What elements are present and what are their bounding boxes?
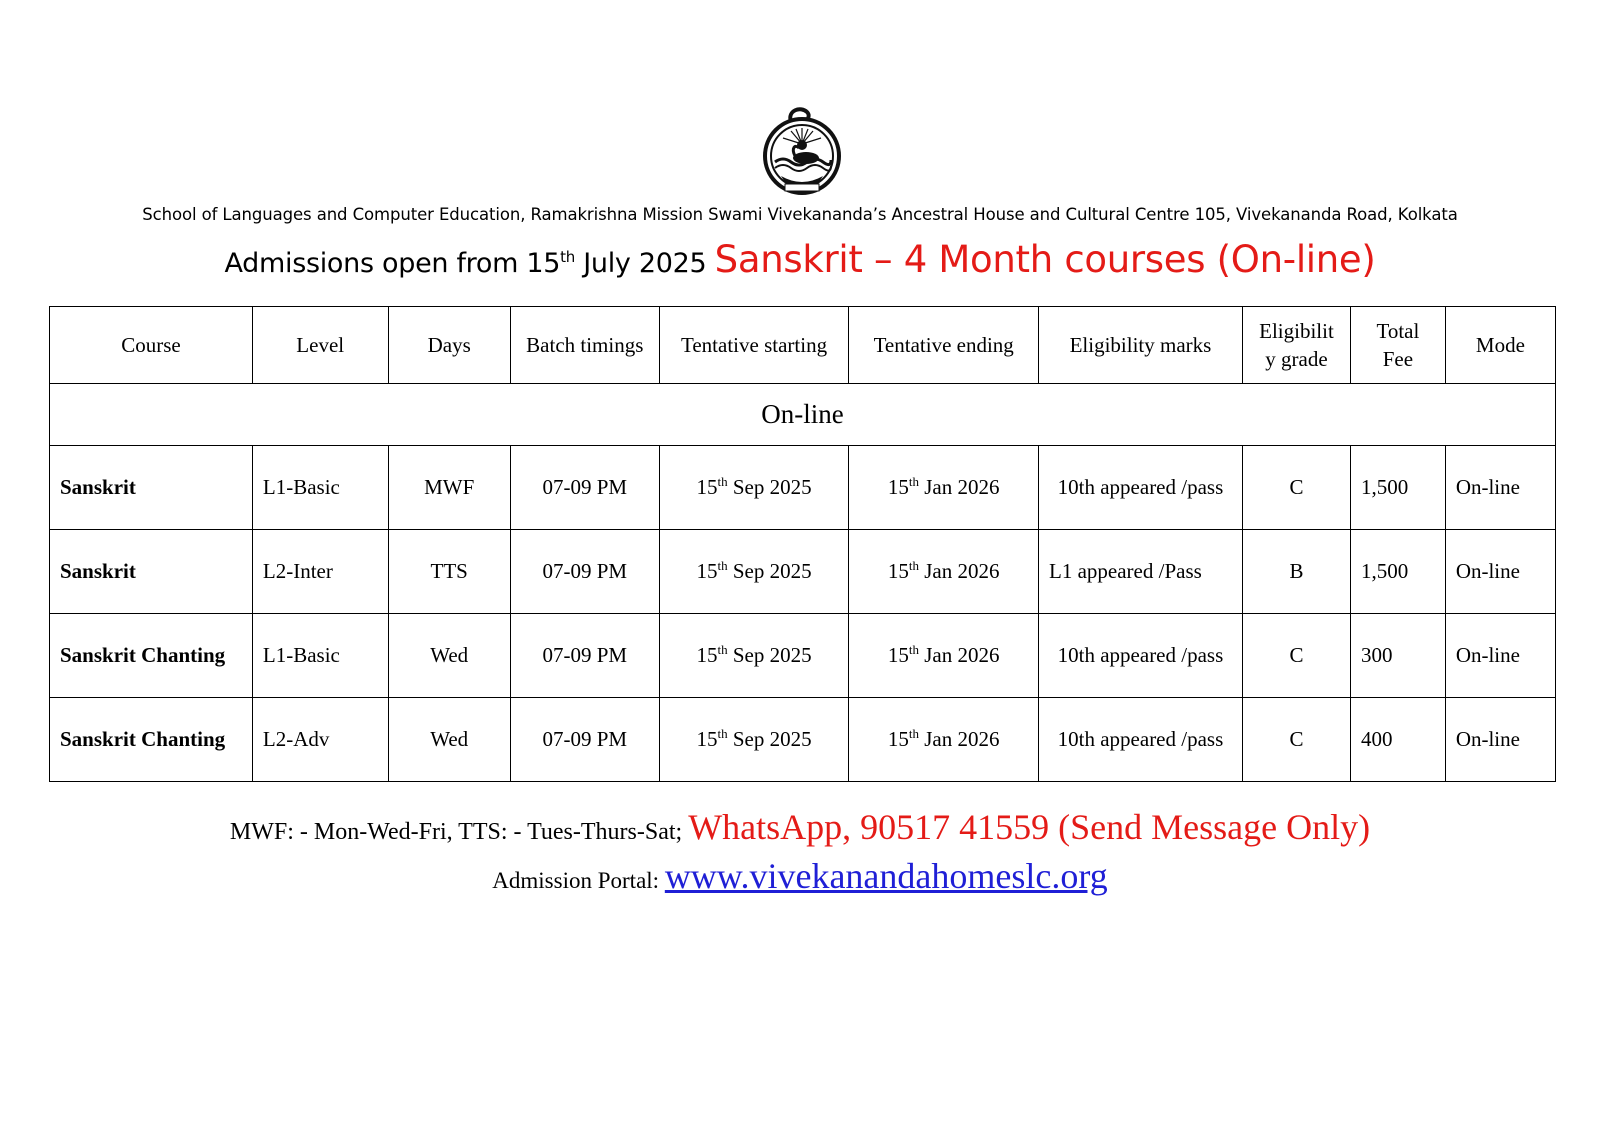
start-day: 15 <box>696 727 718 751</box>
start-date-cell <box>659 614 849 698</box>
course-title: Sanskrit – 4 Month courses (On-line) <box>714 238 1376 281</box>
end-date-cell <box>849 614 1039 698</box>
fee-cell: 1,500 <box>1351 446 1446 530</box>
mode-cell: On-line <box>1445 530 1555 614</box>
grade-cell: C <box>1242 446 1350 530</box>
end-date-cell <box>849 698 1039 782</box>
start-date-cell <box>659 698 849 782</box>
end-rest: Jan 2026 <box>918 559 1000 583</box>
grade-cell: C <box>1242 614 1350 698</box>
end-rest: Jan 2026 <box>918 727 1000 751</box>
mode-cell: On-line <box>1445 614 1555 698</box>
admissions-suffix: July 2025 <box>574 248 715 279</box>
days-cell: MWF <box>388 446 510 530</box>
start-sup: th <box>717 558 728 573</box>
end-day: 15 <box>887 727 909 751</box>
end-rest: Jan 2026 <box>918 643 1000 667</box>
start-sup: th <box>717 726 728 741</box>
end-rest: Jan 2026 <box>918 475 1000 499</box>
level-cell: L1-Basic <box>252 614 388 698</box>
level-cell: L2-Inter <box>252 530 388 614</box>
admissions-sup: th <box>560 248 575 266</box>
column-header-tentative-ending: Tentative ending <box>849 307 1039 384</box>
column-header-course: Course <box>50 307 253 384</box>
start-date-cell <box>659 446 849 530</box>
batch-cell: 07-09 PM <box>510 530 659 614</box>
table-row <box>50 530 1556 614</box>
start-sup: th <box>717 474 728 489</box>
fee-cell: 400 <box>1351 698 1446 782</box>
mode-cell: On-line <box>1445 446 1555 530</box>
level-cell: L1-Basic <box>252 446 388 530</box>
column-header-mode: Mode <box>1445 307 1555 384</box>
end-sup: th <box>908 474 919 489</box>
level-cell: L2-Adv <box>252 698 388 782</box>
end-sup: th <box>908 726 919 741</box>
end-day: 15 <box>887 475 909 499</box>
course-cell: Sanskrit <box>50 446 253 530</box>
days-legend: MWF: - Mon-Wed-Fri, TTS: - Tues-Thurs-Sat; <box>229 819 689 845</box>
days-cell: Wed <box>388 614 510 698</box>
table-row <box>50 446 1556 530</box>
course-cell: Sanskrit Chanting <box>50 698 253 782</box>
eligibility-marks-cell: 10th appeared /pass <box>1039 698 1243 782</box>
start-day: 15 <box>696 475 718 499</box>
end-sup: th <box>908 642 919 657</box>
start-sup: th <box>717 642 728 657</box>
eligibility-marks-cell: 10th appeared /pass <box>1039 446 1243 530</box>
mission-emblem-logo <box>761 106 843 198</box>
end-date-cell <box>849 530 1039 614</box>
batch-cell: 07-09 PM <box>510 698 659 782</box>
start-rest: Sep 2025 <box>727 727 812 751</box>
start-day: 15 <box>696 643 718 667</box>
footer-portal-line <box>0 855 1600 897</box>
section-row <box>50 384 1556 446</box>
column-header-level: Level <box>252 307 388 384</box>
course-cell: Sanskrit <box>50 530 253 614</box>
emblem-icon <box>761 106 843 198</box>
start-rest: Sep 2025 <box>727 475 812 499</box>
column-header-eligibility-grade: Eligibilit y grade <box>1242 307 1350 384</box>
start-rest: Sep 2025 <box>727 559 812 583</box>
column-header-days: Days <box>388 307 510 384</box>
start-date-cell <box>659 530 849 614</box>
days-cell: Wed <box>388 698 510 782</box>
admissions-open-text <box>224 248 714 279</box>
admissions-prefix: Admissions open from 15 <box>224 248 561 279</box>
portal-label: Admission Portal: <box>492 868 665 893</box>
column-header-batch-timings: Batch timings <box>510 307 659 384</box>
whatsapp-contact[interactable]: WhatsApp, 90517 41559 (Send Message Only) <box>688 807 1371 847</box>
section-label-online: On-line <box>50 384 1556 446</box>
mode-cell: On-line <box>1445 698 1555 782</box>
course-schedule-table <box>49 306 1556 782</box>
admissions-headline <box>0 238 1600 281</box>
end-sup: th <box>908 558 919 573</box>
batch-cell: 07-09 PM <box>510 614 659 698</box>
table-header-row <box>50 307 1556 384</box>
footer-legend-line <box>0 806 1600 848</box>
start-day: 15 <box>696 559 718 583</box>
course-cell: Sanskrit Chanting <box>50 614 253 698</box>
admission-portal-link[interactable]: www.vivekanandahomeslc.org <box>664 856 1108 896</box>
end-date-cell <box>849 446 1039 530</box>
eligibility-marks-cell: 10th appeared /pass <box>1039 614 1243 698</box>
fee-cell: 300 <box>1351 614 1446 698</box>
column-header-total-fee: Total Fee <box>1351 307 1446 384</box>
column-header-eligibility-marks: Eligibility marks <box>1039 307 1243 384</box>
table-row <box>50 614 1556 698</box>
grade-cell: C <box>1242 698 1350 782</box>
end-day: 15 <box>887 559 909 583</box>
end-day: 15 <box>887 643 909 667</box>
eligibility-marks-cell: L1 appeared /Pass <box>1039 530 1243 614</box>
grade-cell: B <box>1242 530 1350 614</box>
start-rest: Sep 2025 <box>727 643 812 667</box>
column-header-tentative-starting: Tentative starting <box>659 307 849 384</box>
batch-cell: 07-09 PM <box>510 446 659 530</box>
table-row <box>50 698 1556 782</box>
fee-cell: 1,500 <box>1351 530 1446 614</box>
institute-address: School of Languages and Computer Education, Ramakrishna Mission Swami Vivekananda’s Ancestral House and Cultural Centre 105, Vivekananda Road, Kolkata <box>142 205 1458 224</box>
days-cell: TTS <box>388 530 510 614</box>
